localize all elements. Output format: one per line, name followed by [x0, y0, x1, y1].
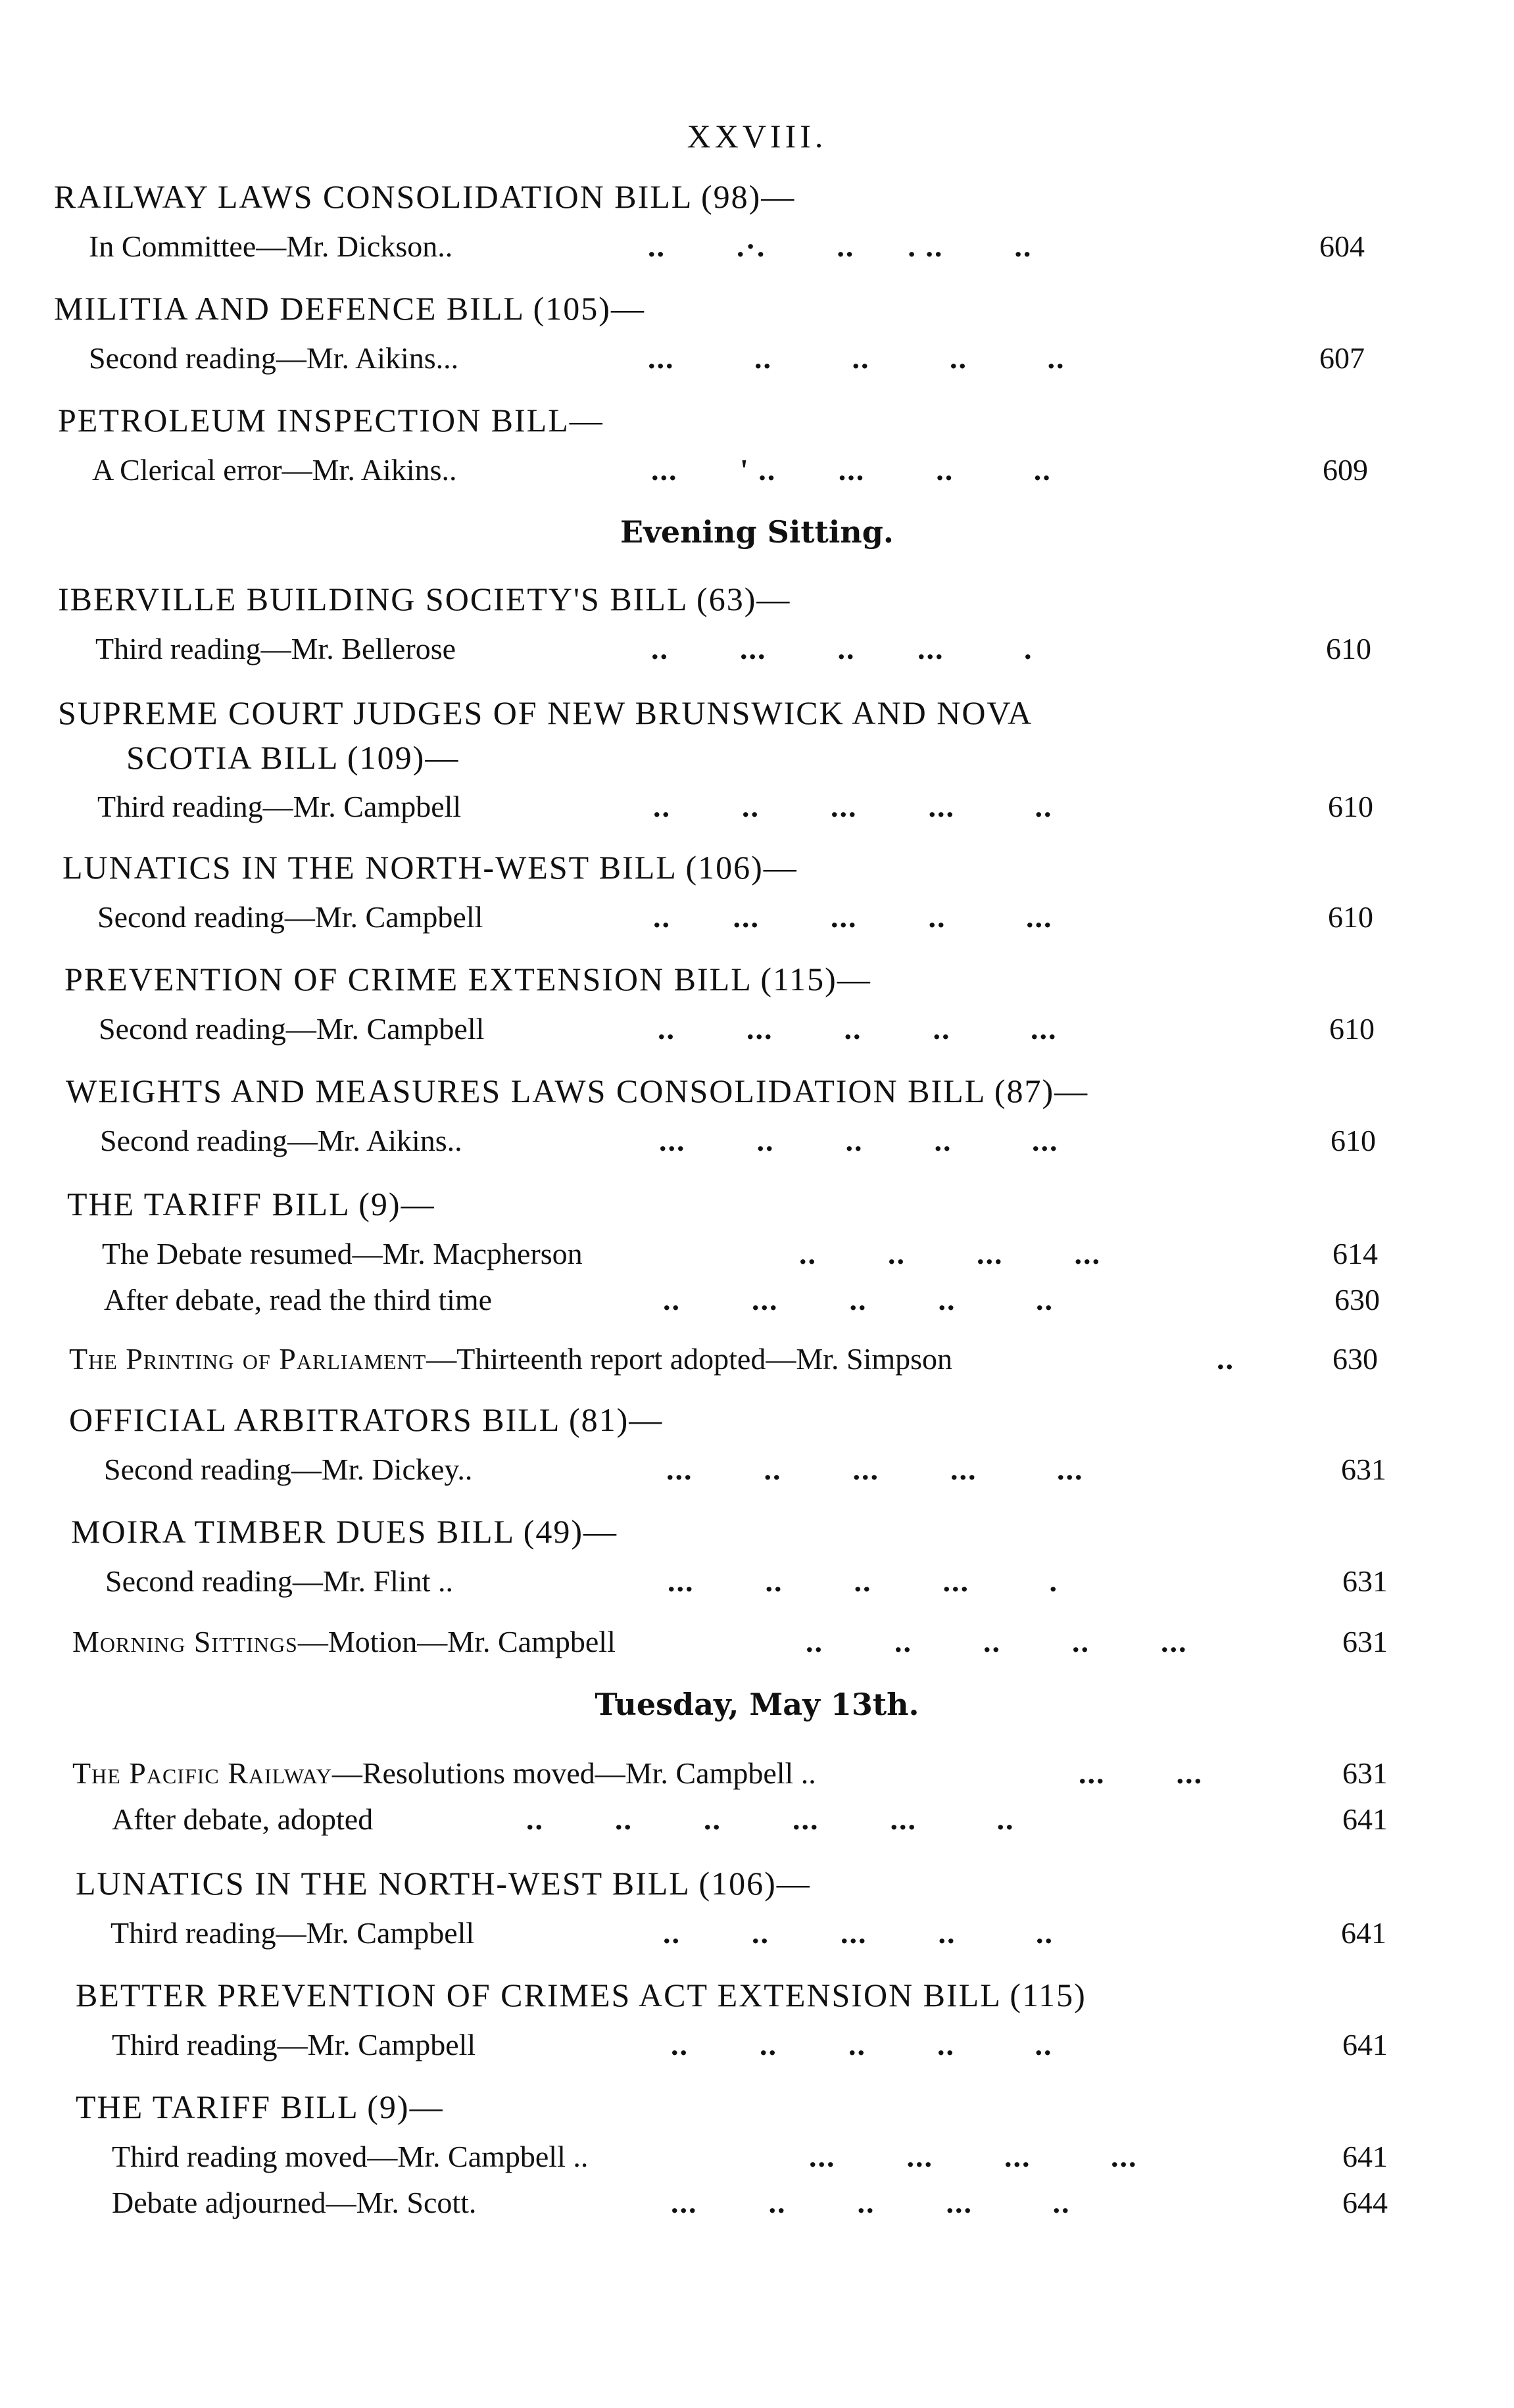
entry-label: Third reading—Mr. Bellerose — [95, 632, 456, 665]
entry-label — [69, 1341, 952, 1376]
bill-title-supreme-court-judges — [58, 690, 1307, 780]
page-ref: 641 — [1341, 1916, 1386, 1950]
entry-lunatics-second-reading — [97, 900, 1380, 939]
entry-label: After debate, adopted — [112, 1802, 374, 1836]
leader-dots: .. — [1217, 1342, 1234, 1376]
leader-dots: ... ... ... ... — [809, 2140, 1138, 2173]
entry-label-rest: —Motion—Mr. Campbell — [297, 1625, 616, 1658]
leader-dots: .. ... ... .. ... — [653, 900, 1053, 934]
page-ref: 631 — [1342, 1625, 1388, 1658]
leader-dots: .. .. ... .. .. — [663, 1916, 1054, 1950]
bill-title-moira-timber-dues: MOIRA TIMBER DUES BILL (49)— — [71, 1513, 618, 1550]
entry-label: Second reading—Mr. Aikins.. — [100, 1124, 462, 1157]
entry-label: Third reading—Mr. Campbell — [112, 2028, 476, 2061]
page-ref: 644 — [1342, 2186, 1388, 2219]
entry-label-small-caps: Morning Sittings — [72, 1625, 298, 1658]
section-heading-evening-sitting: Evening Sitting. — [620, 514, 894, 550]
entry-label-small-caps: The Printing of Parliament — [69, 1342, 427, 1376]
entry-label — [72, 1756, 816, 1791]
bill-title-lunatics-north-west: LUNATICS IN THE NORTH-WEST BILL (106)— — [62, 849, 798, 886]
leader-dots: ... ' .. ... .. .. — [651, 453, 1052, 487]
leader-dots: .. .. .. ... ... .. — [526, 1802, 1015, 1836]
bill-title-official-arbitrators: OFFICIAL ARBITRATORS BILL (81)— — [69, 1401, 664, 1438]
entry-supreme-court-third-reading — [97, 789, 1380, 829]
entry-tariff-third-time — [104, 1282, 1386, 1322]
entry-label: In Committee—Mr. Dickson.. — [89, 229, 453, 263]
entry-label-rest: —Resolutions moved—Mr. Campbell .. — [331, 1756, 816, 1790]
bill-title-better-prevention: BETTER PREVENTION OF CRIMES ACT EXTENSION BILL (115) — [76, 1977, 1087, 2013]
entry-label: Third reading—Mr. Campbell — [110, 1916, 475, 1950]
leader-dots: .. .. ... ... — [799, 1237, 1101, 1270]
entry-label: Second reading—Mr. Flint .. — [105, 1564, 453, 1598]
entry-printing-of-parliament — [69, 1341, 1384, 1381]
bill-title-continuation: SCOTIA BILL (109)— — [126, 739, 460, 776]
bill-title-petroleum-inspection: PETROLEUM INSPECTION BILL— — [58, 402, 604, 439]
page-ref: 631 — [1342, 1756, 1388, 1790]
page-ref: 641 — [1342, 2028, 1388, 2061]
entry-morning-sittings — [72, 1624, 1388, 1664]
page-ref: 630 — [1334, 1283, 1380, 1316]
page-ref: 614 — [1332, 1237, 1378, 1270]
leader-dots: .. .·. .. . .. .. — [648, 229, 1033, 263]
leader-dots: ... .. ... ... ... — [666, 1453, 1084, 1486]
page-ref: 610 — [1328, 900, 1373, 934]
entry-label: Third reading—Mr. Campbell — [97, 790, 462, 823]
leader-dots: .. .. .. .. .. — [671, 2028, 1053, 2061]
entry-tariff-debate-resumed — [102, 1236, 1384, 1276]
bill-title-tariff: THE TARIFF BILL (9)— — [67, 1186, 435, 1222]
entry-pacific-adopted — [112, 1802, 1394, 1841]
entry-tariff-debate-adjourned — [112, 2185, 1394, 2225]
bill-title-lunatics-north-west-2: LUNATICS IN THE NORTH-WEST BILL (106)— — [76, 1865, 811, 1902]
bill-title-militia-defence: MILITIA AND DEFENCE BILL (105)— — [54, 290, 645, 327]
leader-dots: ... .. .. .. .. — [648, 341, 1065, 375]
leader-dots: .. ... .. .. ... — [658, 1012, 1058, 1046]
leader-dots: .. ... .. .. .. — [663, 1283, 1054, 1316]
page-ref: 610 — [1329, 1012, 1375, 1046]
page-ref: 630 — [1332, 1342, 1378, 1376]
page-ref: 610 — [1331, 1124, 1376, 1157]
bill-title-line: SUPREME COURT JUDGES OF NEW BRUNSWICK AND NOVA — [58, 694, 1033, 731]
entry-railway-committee — [89, 229, 1371, 268]
entry-iberville-third-reading — [95, 631, 1378, 671]
leader-dots: ... .. .. ... . — [668, 1564, 1058, 1598]
section-heading-tuesday: Tuesday, May 13th. — [595, 1687, 919, 1722]
bill-title-tariff-2: THE TARIFF BILL (9)— — [76, 2088, 444, 2125]
entry-militia-second-reading — [89, 341, 1371, 380]
page-ref: 607 — [1319, 341, 1365, 375]
page-number: XXVIII. — [687, 118, 827, 155]
bill-title-prevention-of-crime: PREVENTION OF CRIME EXTENSION BILL (115)— — [64, 961, 871, 998]
entry-arbitrators-second-reading — [104, 1452, 1386, 1491]
leader-dots: .. .. .. .. ... — [806, 1625, 1188, 1658]
entry-label: Debate adjourned—Mr. Scott. — [112, 2186, 477, 2219]
entry-better-prevention-third-reading — [112, 2027, 1394, 2067]
entry-label-small-caps: The Pacific Railway — [72, 1756, 332, 1790]
page-ref: 610 — [1328, 790, 1373, 823]
entry-petroleum-clerical-error — [92, 452, 1375, 492]
entry-tariff-third-reading-moved — [112, 2139, 1394, 2179]
leader-dots: .. ... .. ... . — [651, 632, 1033, 665]
leader-dots: ... .. .. ... .. — [671, 2186, 1071, 2219]
entry-weights-second-reading — [100, 1123, 1382, 1163]
entry-moira-second-reading — [105, 1564, 1388, 1603]
page-ref: 610 — [1326, 632, 1371, 665]
entry-label: The Debate resumed—Mr. Macpherson — [102, 1237, 583, 1270]
leader-dots: ... .. .. .. ... — [659, 1124, 1059, 1157]
page-ref: 641 — [1342, 1802, 1388, 1836]
entry-lunatics-third-reading — [110, 1915, 1393, 1955]
entry-label: A Clerical error—Mr. Aikins.. — [92, 453, 457, 487]
bill-title-railway-laws: RAILWAY LAWS CONSOLIDATION BILL (98)— — [54, 178, 796, 215]
leader-dots: .. .. ... ... .. — [653, 790, 1053, 823]
entry-label-rest: —Thirteenth report adopted—Mr. Simpson — [426, 1342, 953, 1376]
bill-title-weights-and-measures: WEIGHTS AND MEASURES LAWS CONSOLIDATION BILL (87)— — [66, 1072, 1089, 1109]
leader-dots: ... ... — [1079, 1756, 1203, 1790]
page-ref: 604 — [1319, 229, 1365, 263]
entry-prevention-second-reading — [99, 1011, 1381, 1051]
entry-label: Second reading—Mr. Campbell — [99, 1012, 485, 1046]
page-ref: 631 — [1341, 1453, 1386, 1486]
page-ref: 631 — [1342, 1564, 1388, 1598]
entry-label: Second reading—Mr. Dickey.. — [104, 1453, 473, 1486]
page-ref: 641 — [1342, 2140, 1388, 2173]
entry-label: After debate, read the third time — [104, 1283, 493, 1316]
entry-label: Third reading moved—Mr. Campbell .. — [112, 2140, 589, 2173]
entry-label: Second reading—Mr. Campbell — [97, 900, 483, 934]
entry-pacific-railway — [72, 1756, 1388, 1795]
page-ref: 609 — [1323, 453, 1368, 487]
bill-title-iberville-building: IBERVILLE BUILDING SOCIETY'S BILL (63)— — [58, 581, 791, 617]
entry-label: Second reading—Mr. Aikins... — [89, 341, 459, 375]
entry-label — [72, 1624, 616, 1659]
